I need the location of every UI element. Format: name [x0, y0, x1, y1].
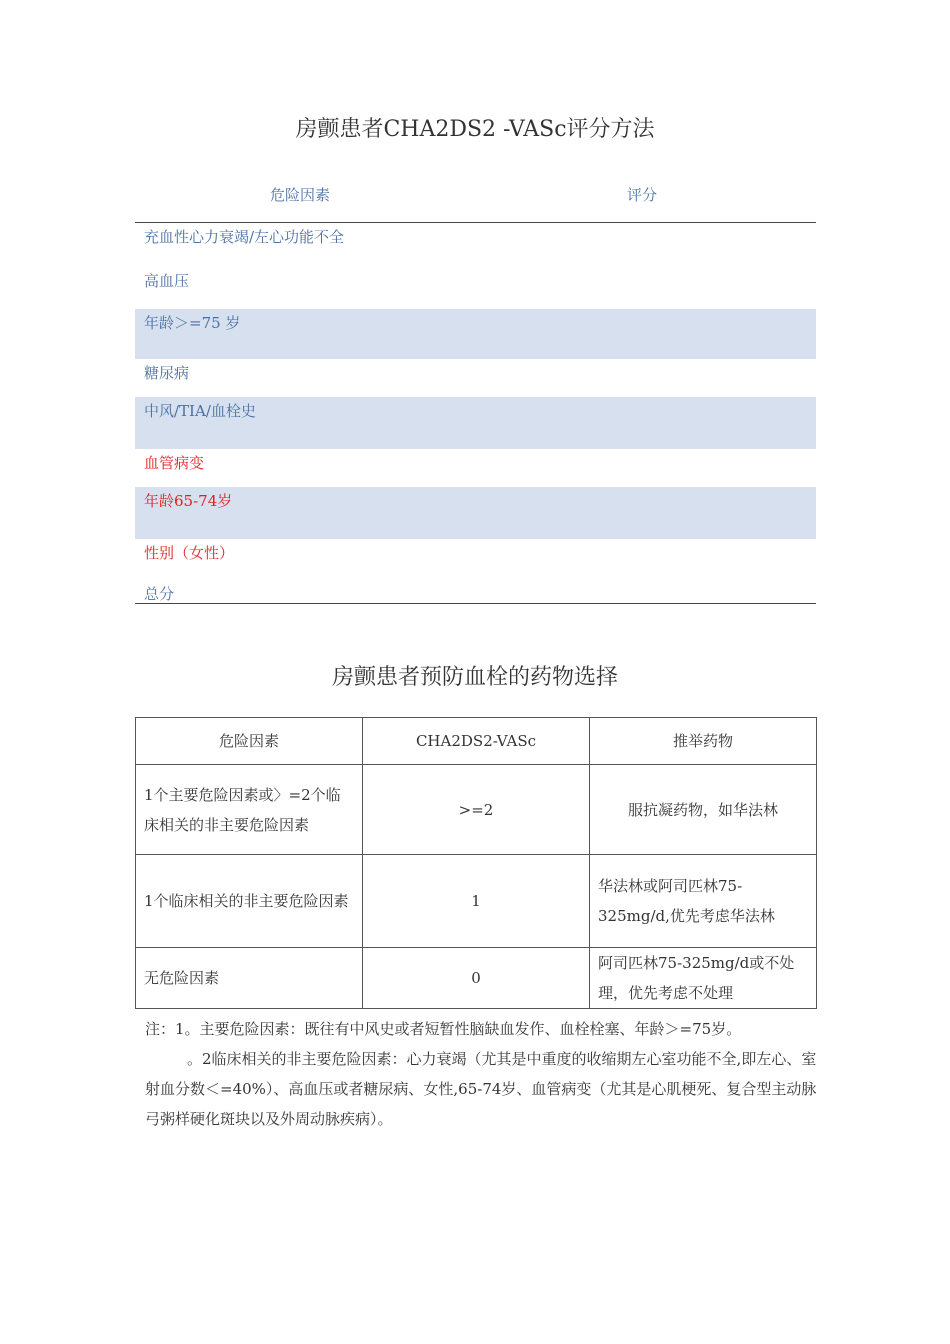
header-recommended-drug: 推举药物	[590, 718, 817, 765]
risk-factor-cell: 无危险因素	[136, 948, 363, 1009]
score-row-label: 年龄＞=75 岁	[144, 314, 241, 332]
score-row-label: 充血性心力衰竭/左心功能不全	[144, 228, 345, 246]
header-risk-factor: 危险因素	[136, 718, 363, 765]
risk-factor-cell: 1个主要危险因素或〉=2个临床相关的非主要危险因素	[136, 765, 363, 855]
score-row-label: 糖尿病	[144, 364, 190, 382]
score-row	[135, 267, 816, 309]
score-row-label: 年龄65-74岁	[144, 492, 233, 510]
score-row	[135, 539, 816, 583]
score-row	[135, 223, 816, 267]
note-line-1: 注：1。主要危险因素：既往有中风史或者短暂性脑缺血发作、血栓栓塞、年龄＞=75岁。	[145, 1020, 742, 1038]
drug-selection-title: 房颤患者预防血栓的药物选择	[331, 665, 618, 690]
score-method-title: 房颤患者CHA2DS2 -VASc评分方法	[295, 117, 655, 142]
score-row	[135, 309, 816, 359]
score-row-label: 性别（女性）	[144, 544, 235, 562]
table-row	[136, 765, 817, 855]
score-cell: >=2	[363, 765, 590, 855]
header-score: 评分	[627, 186, 658, 204]
note-line-2: 。2临床相关的非主要危险因素：心力衰竭（尤其是中重度的收缩期左心室功能不全,即左心、室射血分数＜=40%）、高血压或者糖尿病、女性,65-74岁、血管病变（尤其是心肌梗死、复合型主动脉弓粥样硬化斑块以及外周动脉疾病）。	[145, 1050, 817, 1128]
score-row-label: 高血压	[144, 272, 190, 290]
score-row	[135, 449, 816, 487]
score-total-row	[135, 583, 816, 604]
table-row	[136, 855, 817, 948]
drug-cell: 服抗凝药物，如华法林	[590, 765, 817, 855]
risk-factor-cell: 1个临床相关的非主要危险因素	[136, 855, 363, 948]
notes	[145, 1014, 817, 1134]
header-cha2ds2-vasc: CHA2DS2-VASc	[363, 718, 590, 765]
drug-table	[135, 717, 817, 1009]
score-row	[135, 487, 816, 539]
score-row-label: 血管病变	[144, 454, 205, 472]
header-risk-factor: 危险因素	[270, 186, 331, 204]
drug-table-header	[136, 718, 817, 765]
score-row	[135, 359, 816, 397]
table-row	[136, 948, 817, 1009]
score-table	[135, 170, 816, 604]
score-total-label: 总分	[144, 585, 175, 603]
drug-cell: 阿司匹林75-325mg/d或不处理，优先考虑不处理	[590, 948, 817, 1009]
score-row	[135, 397, 816, 449]
drug-cell: 华法林或阿司匹林75-325mg/d,优先考虑华法林	[590, 855, 817, 948]
score-table-header	[135, 170, 816, 223]
score-cell: 1	[363, 855, 590, 948]
score-cell: 0	[363, 948, 590, 1009]
score-row-label: 中风/TIA/血栓史	[144, 402, 256, 420]
